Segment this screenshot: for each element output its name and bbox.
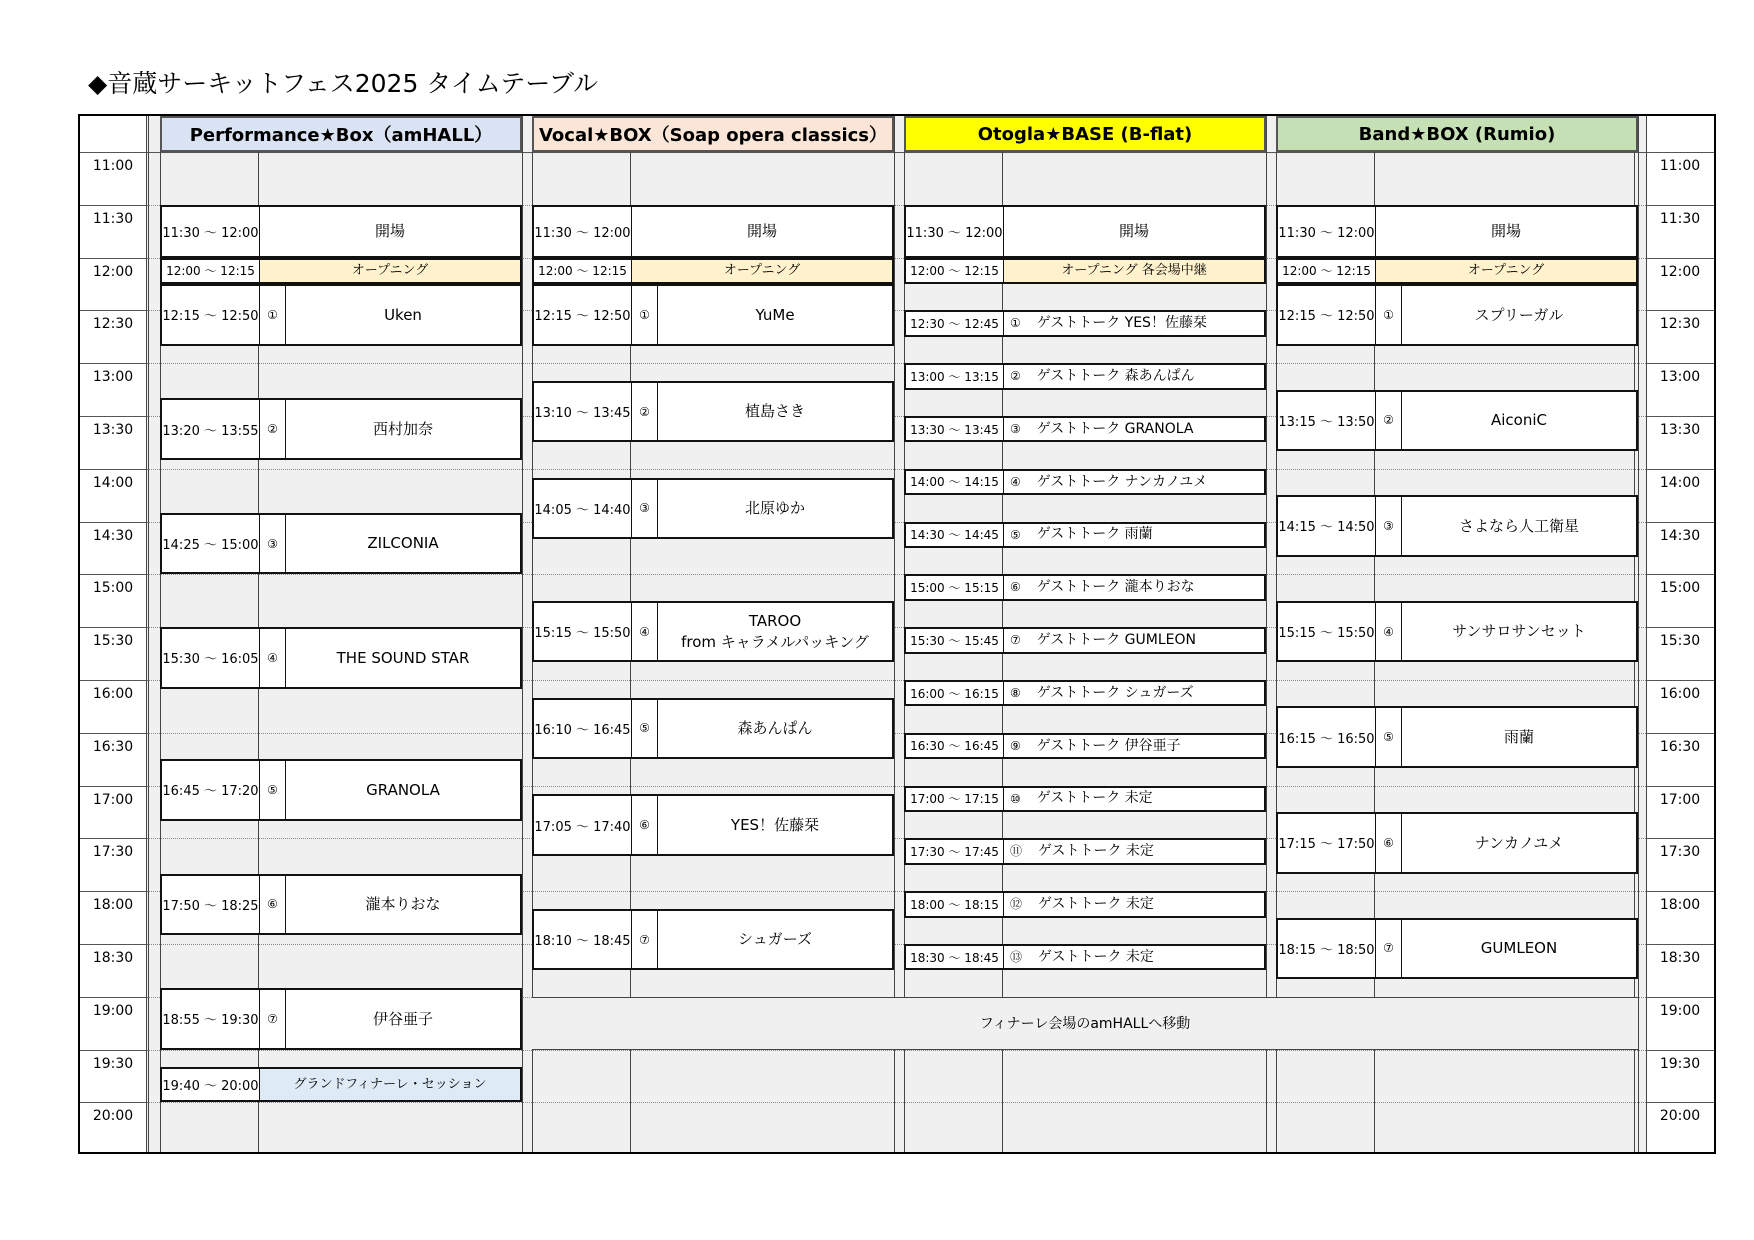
left-time-label: 13:30 — [92, 422, 134, 438]
slot-number: ① — [632, 286, 658, 344]
slot-time: 15:15 ～ 15:50 — [534, 603, 632, 661]
slot-title-text: ゲストトーク YES！佐藤栞 — [1036, 315, 1207, 332]
left-time-label: 19:00 — [92, 1002, 134, 1019]
right-time-label: 17:30 — [1659, 844, 1701, 861]
slot-time: 18:15 ～ 18:50 — [1278, 920, 1376, 978]
right-time-label: 16:00 — [1659, 686, 1701, 702]
slot-title — [1004, 946, 1264, 968]
slot-title — [1004, 418, 1264, 440]
slot-title-text: ゲストトーク 未定 — [1038, 843, 1154, 860]
left-time-label: 11:00 — [92, 158, 134, 174]
performance-slot — [904, 627, 1266, 653]
left-time-label: 15:00 — [92, 580, 134, 597]
slot-number: ⑦ — [1376, 920, 1402, 978]
slot-title — [1004, 788, 1264, 810]
left-time-label: 15:30 — [92, 633, 134, 650]
performance-slot — [904, 522, 1266, 548]
slot-number: ① — [1010, 316, 1021, 331]
slot-time: 15:00 ～ 15:15 — [906, 576, 1004, 598]
slot-time: 11:30 ～ 12:00 — [1278, 207, 1376, 256]
performance-slot — [1276, 601, 1638, 663]
slot-number: ⑤ — [632, 700, 658, 758]
slot-title: 開場 — [746, 222, 777, 241]
slot-title — [1004, 312, 1264, 334]
slot-number: ⑥ — [1376, 814, 1402, 872]
slot-time: 11:30 ～ 12:00 — [906, 207, 1004, 256]
slot-title: 瀧本りおな — [365, 895, 441, 914]
timetable-board — [78, 114, 1716, 1154]
left-time-label: 17:00 — [92, 791, 134, 808]
left-time-label: 13:00 — [92, 369, 134, 386]
slot-time: 18:55 ～ 19:30 — [162, 990, 260, 1048]
right-time-label: 18:30 — [1659, 950, 1701, 966]
slot-time: 15:30 ～ 16:05 — [162, 629, 260, 687]
slot-time: 11:30 ～ 12:00 — [162, 207, 260, 256]
slot-time: 12:15 ～ 12:50 — [534, 286, 632, 344]
slot-time: 15:30 ～ 15:45 — [906, 629, 1004, 651]
slot-time: 13:20 ～ 13:55 — [162, 400, 260, 458]
right-time-label: 12:00 — [1659, 263, 1701, 280]
slot-number: ④ — [260, 629, 286, 687]
slot-number: ⑫ — [1010, 897, 1023, 912]
performance-slot — [532, 601, 894, 663]
slot-title: ナンカノユメ — [1474, 833, 1564, 852]
slot-title: 植島さき — [744, 402, 805, 421]
slot-time: 12:00 ～ 12:15 — [1278, 260, 1376, 282]
slot-time: 17:50 ～ 18:25 — [162, 876, 260, 934]
performance-slot — [532, 698, 894, 760]
slot-time: 18:00 ～ 18:15 — [906, 893, 1004, 915]
slot-number: ① — [260, 286, 286, 344]
performance-slot — [160, 627, 522, 689]
schedule-slots — [80, 116, 1714, 1152]
slot-title: YuMe — [755, 305, 795, 324]
slot-title — [1004, 471, 1264, 493]
left-time-label: 14:00 — [92, 474, 134, 491]
slot-time: 14:25 ～ 15:00 — [162, 515, 260, 573]
slot-time: 12:00 ～ 12:15 — [906, 260, 1004, 282]
right-time-label: 17:00 — [1659, 791, 1701, 808]
slot-title-text: ゲストトーク 瀧本りおな — [1036, 579, 1195, 596]
slot-number: ⑩ — [1010, 791, 1021, 806]
slot-time: 13:00 ～ 13:15 — [906, 365, 1004, 387]
slot-number: ① — [1376, 286, 1402, 344]
slot-number: ⑧ — [1010, 686, 1021, 701]
slot-time: 18:30 ～ 18:45 — [906, 946, 1004, 968]
slot-time: 16:15 ～ 16:50 — [1278, 708, 1376, 766]
venue-header: Vocal★BOX（Soap opera classics） — [532, 116, 894, 152]
slot-title: サンサロサンセット — [1452, 622, 1586, 641]
slot-title: 西村加奈 — [372, 420, 433, 439]
right-time-label: 14:00 — [1659, 474, 1701, 491]
slot-title: GRANOLA — [366, 780, 440, 799]
performance-slot — [1276, 706, 1638, 768]
right-time-label: 13:00 — [1659, 369, 1701, 386]
performance-slot — [1276, 495, 1638, 557]
slot-number: ② — [632, 383, 658, 441]
slot-number: ③ — [1376, 497, 1402, 555]
slot-number: ③ — [1010, 422, 1021, 437]
right-time-label: 19:30 — [1659, 1055, 1701, 1072]
slot-title: AiconiC — [1490, 411, 1547, 430]
slot-number: ③ — [260, 515, 286, 573]
slot-number: ⑥ — [632, 796, 658, 854]
performance-slot — [532, 205, 894, 258]
left-time-label: 18:00 — [92, 897, 134, 914]
slot-title: ZILCONIA — [367, 534, 439, 553]
performance-slot — [160, 284, 522, 346]
performance-slot — [160, 874, 522, 936]
left-time-label: 19:30 — [92, 1055, 134, 1072]
slot-title — [1004, 682, 1264, 704]
slot-number: ⑦ — [260, 990, 286, 1048]
opening-slot — [160, 258, 522, 284]
slot-title-text: ゲストトーク ナンカノユメ — [1036, 473, 1208, 490]
slot-title: オープニング — [632, 260, 892, 282]
slot-time: 16:45 ～ 17:20 — [162, 761, 260, 819]
slot-title-text: ゲストトーク 伊谷亜子 — [1036, 737, 1181, 754]
slot-number: ⑬ — [1010, 950, 1023, 965]
slot-number: ⑥ — [1010, 580, 1021, 595]
performance-slot — [904, 786, 1266, 812]
slot-time: 14:05 ～ 14:40 — [534, 480, 632, 538]
left-time-label: 16:30 — [92, 738, 134, 755]
right-time-label: 11:00 — [1659, 158, 1701, 174]
right-time-label: 20:00 — [1659, 1108, 1701, 1125]
performance-slot — [904, 310, 1266, 336]
performance-slot — [1276, 205, 1638, 258]
left-time-label: 20:00 — [92, 1108, 134, 1125]
slot-number: ⑤ — [260, 761, 286, 819]
slot-title: 森あんぱん — [737, 719, 813, 738]
slot-title: YES！佐藤栞 — [730, 816, 820, 835]
right-time-label: 13:30 — [1659, 422, 1701, 438]
slot-title — [1004, 524, 1264, 546]
performance-slot — [904, 944, 1266, 970]
slot-title — [1004, 735, 1264, 757]
slot-time: 17:15 ～ 17:50 — [1278, 814, 1376, 872]
finale-move-note: フィナーレ会場のamHALLへ移動 — [979, 1016, 1191, 1033]
slot-title: オープニング 各会場中継 — [1004, 260, 1264, 282]
slot-title-text: ゲストトーク 未定 — [1038, 948, 1154, 965]
slot-number: ⑪ — [1010, 844, 1023, 859]
slot-number: ④ — [1010, 474, 1021, 489]
slot-number: ④ — [1376, 603, 1402, 661]
slot-number: ② — [1010, 369, 1021, 384]
slot-time: 12:15 ～ 12:50 — [162, 286, 260, 344]
performance-slot — [1276, 284, 1638, 346]
slot-title: シュガーズ — [738, 930, 812, 949]
right-time-label: 19:00 — [1659, 1002, 1701, 1019]
slot-title-text: ゲストトーク 森あんぱん — [1036, 367, 1195, 384]
left-time-label: 12:30 — [92, 316, 134, 333]
performance-slot — [904, 363, 1266, 389]
performance-slot — [160, 759, 522, 821]
slot-title: TAROO from キャラメルパッキング — [681, 612, 869, 651]
performance-slot — [532, 284, 894, 346]
performance-slot — [532, 478, 894, 540]
slot-title: GUMLEON — [1480, 939, 1558, 958]
performance-slot — [160, 205, 522, 258]
slot-number: ⑦ — [632, 911, 658, 969]
page-title: ◆音蔵サーキットフェス2025 タイムテーブル — [88, 69, 599, 98]
left-time-label: 17:30 — [92, 844, 134, 861]
right-time-label: 15:00 — [1659, 580, 1701, 597]
venue-header: Band★BOX (Rumio) — [1276, 116, 1638, 152]
performance-slot — [904, 680, 1266, 706]
slot-title-text: ゲストトーク 未定 — [1038, 895, 1154, 912]
performance-slot — [904, 416, 1266, 442]
slot-title-text: ゲストトーク シュガーズ — [1036, 684, 1194, 701]
opening-slot — [532, 258, 894, 284]
performance-slot — [1276, 390, 1638, 452]
slot-time: 19:40 ～ 20:00 — [162, 1069, 260, 1100]
slot-time: 17:05 ～ 17:40 — [534, 796, 632, 854]
slot-title-text: ゲストトーク 雨蘭 — [1036, 526, 1153, 543]
performance-slot — [532, 909, 894, 971]
right-time-label: 12:30 — [1659, 316, 1701, 333]
slot-title — [1004, 893, 1264, 915]
left-time-label: 12:00 — [92, 263, 134, 280]
right-time-label: 11:30 — [1659, 210, 1701, 227]
slot-time: 13:15 ～ 13:50 — [1278, 392, 1376, 450]
slot-time: 12:15 ～ 12:50 — [1278, 286, 1376, 344]
slot-title: THE SOUND STAR — [336, 648, 470, 667]
slot-title: 開場 — [1118, 222, 1149, 241]
slot-number: ⑤ — [1376, 708, 1402, 766]
slot-title: オープニング — [260, 260, 520, 282]
performance-slot — [904, 733, 1266, 759]
slot-title: Uken — [384, 305, 422, 324]
slot-number: ⑥ — [260, 876, 286, 934]
slot-time: 13:10 ～ 13:45 — [534, 383, 632, 441]
performance-slot — [1276, 918, 1638, 980]
slot-time: 16:10 ～ 16:45 — [534, 700, 632, 758]
slot-time: 15:15 ～ 15:50 — [1278, 603, 1376, 661]
slot-title — [1004, 629, 1264, 651]
performance-slot — [160, 398, 522, 460]
right-time-label: 18:00 — [1659, 897, 1701, 914]
right-time-label: 14:30 — [1659, 527, 1701, 544]
slot-time: 11:30 ～ 12:00 — [534, 207, 632, 256]
slot-time: 16:30 ～ 16:45 — [906, 735, 1004, 757]
performance-slot — [160, 988, 522, 1050]
slot-time: 14:30 ～ 14:45 — [906, 524, 1004, 546]
slot-time: 12:00 ～ 12:15 — [534, 260, 632, 282]
slot-time: 14:00 ～ 14:15 — [906, 471, 1004, 493]
slot-title-text: ゲストトーク GUMLEON — [1036, 631, 1196, 648]
venue-header: Otogla★BASE (B-flat) — [904, 116, 1266, 152]
performance-slot — [532, 794, 894, 856]
slot-time: 13:30 ～ 13:45 — [906, 418, 1004, 440]
slot-number: ② — [260, 400, 286, 458]
left-time-label: 16:00 — [92, 686, 134, 702]
slot-title — [1004, 840, 1264, 862]
slot-number: ③ — [632, 480, 658, 538]
performance-slot — [160, 513, 522, 575]
slot-title: オープニング — [1376, 260, 1636, 282]
slot-title: 雨蘭 — [1503, 728, 1534, 747]
slot-title: 北原ゆか — [744, 499, 805, 518]
slot-time: 18:10 ～ 18:45 — [534, 911, 632, 969]
left-time-label: 14:30 — [92, 527, 134, 544]
slot-number: ⑨ — [1010, 738, 1021, 753]
slot-number: ④ — [632, 603, 658, 661]
slot-number: ⑤ — [1010, 527, 1021, 542]
left-time-label: 11:30 — [92, 210, 134, 227]
slot-title: スプリーガル — [1474, 305, 1564, 324]
slot-time: 14:15 ～ 14:50 — [1278, 497, 1376, 555]
performance-slot — [904, 205, 1266, 258]
slot-title: 開場 — [374, 222, 405, 241]
slot-time: 16:00 ～ 16:15 — [906, 682, 1004, 704]
slot-title-text: ゲストトーク GRANOLA — [1036, 420, 1194, 437]
performance-slot — [532, 381, 894, 443]
slot-title: 開場 — [1490, 222, 1521, 241]
left-time-label: 18:30 — [92, 950, 134, 966]
slot-time: 12:00 ～ 12:15 — [162, 260, 260, 282]
opening-slot — [1276, 258, 1638, 284]
performance-slot — [904, 574, 1266, 600]
slot-title: 伊谷亜子 — [372, 1009, 433, 1028]
performance-slot — [904, 838, 1266, 864]
right-time-label: 16:30 — [1659, 738, 1701, 755]
slot-time: 17:30 ～ 17:45 — [906, 840, 1004, 862]
opening-slot — [904, 258, 1266, 284]
slot-title: グランドフィナーレ・セッション — [260, 1069, 520, 1100]
performance-slot — [904, 891, 1266, 917]
slot-title — [1004, 365, 1264, 387]
slot-title: さよなら人工衛星 — [1458, 516, 1579, 535]
performance-slot — [904, 469, 1266, 495]
venue-header: Performance★Box（amHALL） — [160, 116, 522, 152]
right-time-label: 15:30 — [1659, 633, 1701, 650]
slot-title — [1004, 576, 1264, 598]
slot-title-text: ゲストトーク 未定 — [1036, 790, 1153, 807]
finale-session-slot — [160, 1067, 522, 1102]
slot-time: 12:30 ～ 12:45 — [906, 312, 1004, 334]
slot-number: ② — [1376, 392, 1402, 450]
slot-number: ⑦ — [1010, 633, 1021, 648]
performance-slot — [1276, 812, 1638, 874]
slot-time: 17:00 ～ 17:15 — [906, 788, 1004, 810]
